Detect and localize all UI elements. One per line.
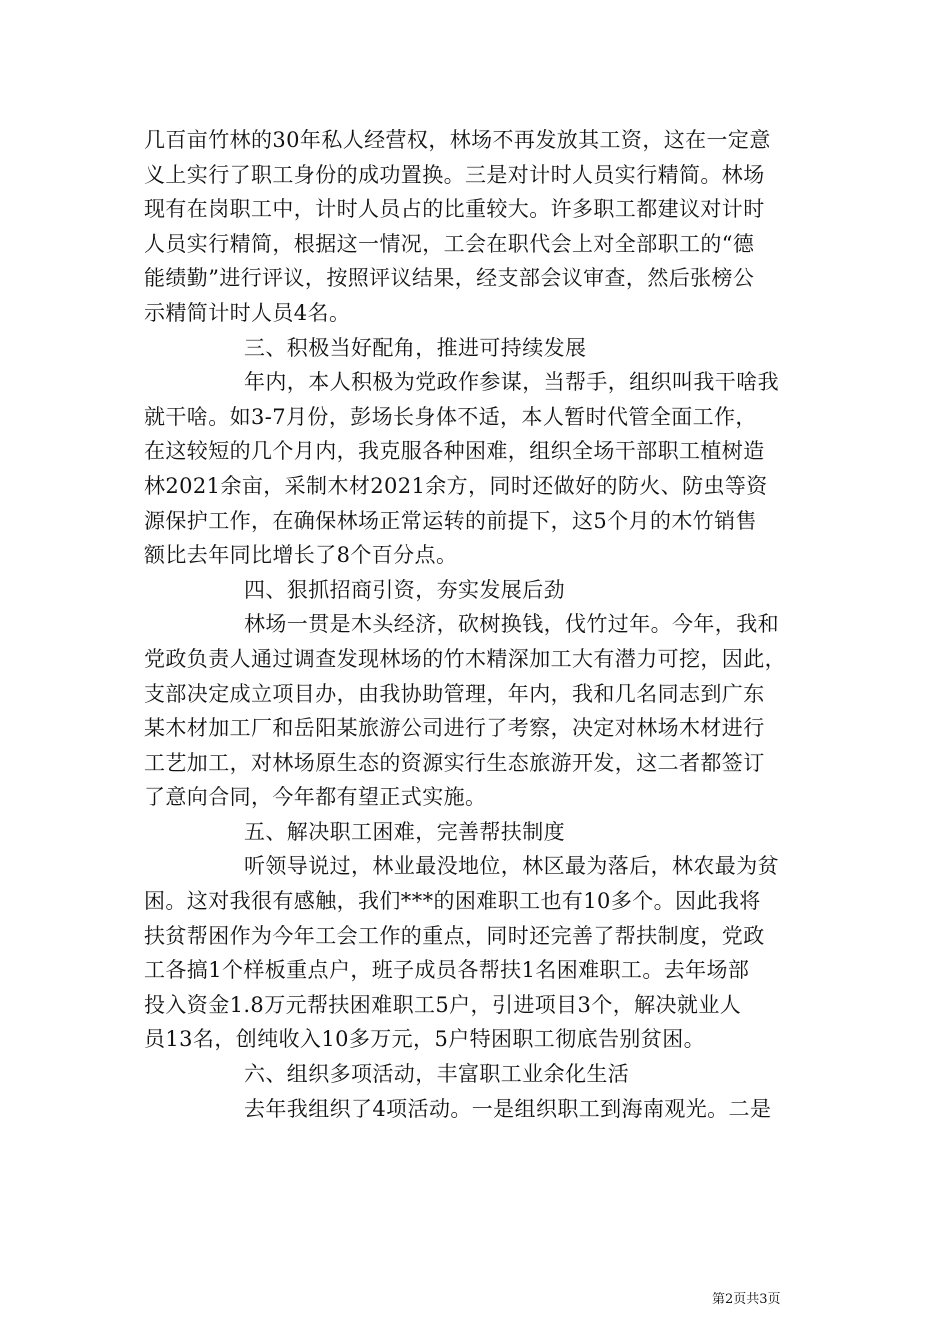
text-line: 工各搞1个样板重点户，班子成员各帮扶1名困难职工。去年场部 bbox=[144, 958, 750, 983]
text-line: 困。这对我很有感触，我们***的困难职工也有10多个。因此我将 bbox=[144, 889, 761, 914]
text-line: 六、组织多项活动，丰富职工业余化生活 bbox=[244, 1062, 630, 1087]
text-line: 党政负责人通过调查发现林场的竹木精深加工大有潜力可挖，因此， bbox=[144, 646, 786, 671]
text-line: 投入资金1.8万元帮扶困难职工5户，引进项目3个，解决就业人 bbox=[144, 992, 742, 1017]
document-body bbox=[144, 123, 814, 1126]
text-line: 某木材加工厂和岳阳某旅游公司进行了考察，决定对林场木材进行 bbox=[144, 716, 765, 741]
text-line: 义上实行了职工身份的成功置换。三是对计时人员实行精简。林场 bbox=[144, 162, 765, 187]
text-line: 三、积极当好配角，推进可持续发展 bbox=[244, 335, 587, 360]
page-footer: 第2页共3页 bbox=[712, 1292, 781, 1307]
text-line: 支部决定成立项目办，由我协助管理，年内，我和几名同志到广东 bbox=[144, 681, 765, 706]
text-line: 人员实行精简，根据这一情况，工会在职代会上对全部职工的“德 bbox=[144, 231, 755, 256]
text-line: 了意向合同，今年都有望正式实施。 bbox=[144, 785, 487, 810]
text-line: 源保护工作，在确保林场正常运转的前提下，这5个月的木竹销售 bbox=[144, 508, 757, 533]
text-line: 林2021余亩，采制木材2021余方，同时还做好的防火、防虫等资 bbox=[144, 473, 768, 498]
text-line: 扶贫帮困作为今年工会工作的重点，同时还完善了帮扶制度，党政 bbox=[144, 923, 765, 948]
text-line: 示精简计时人员4名。 bbox=[144, 300, 351, 325]
text-line: 四、狠抓招商引资，夯实发展后劲 bbox=[244, 577, 565, 602]
text-line: 林场一贯是木头经济，砍树换钱，伐竹过年。今年，我和 bbox=[244, 612, 779, 637]
text-line: 听领导说过，林业最没地位，林区最为落后，林农最为贫 bbox=[244, 854, 779, 879]
text-line: 额比去年同比增长了8个百分点。 bbox=[144, 543, 458, 568]
text-line: 现有在岗职工中，计时人员占的比重较大。许多职工都建议对计时 bbox=[144, 197, 765, 222]
text-line: 去年我组织了4项活动。一是组织职工到海南观光。二是 bbox=[244, 1096, 772, 1121]
text-line: 五、解决职工困难，完善帮扶制度 bbox=[244, 819, 565, 844]
text-line: 能绩勤”进行评议，按照评议结果，经支部会议审查，然后张榜公 bbox=[144, 266, 755, 291]
text-line: 就干啥。如3-7月份，彭场长身体不适，本人暂时代管全面工作， bbox=[144, 404, 757, 429]
text-line: 工艺加工，对林场原生态的资源实行生态旅游开发，这二者都签订 bbox=[144, 750, 765, 775]
text-line: 几百亩竹林的30年私人经营权，林场不再发放其工资，这在一定意 bbox=[144, 128, 771, 152]
text-line: 年内，本人积极为党政作参谋，当帮手，组织叫我干啥我 bbox=[244, 370, 779, 395]
text-line: 在这较短的几个月内，我克服各种困难，组织全场干部职工植树造 bbox=[144, 439, 765, 464]
text-line: 员13名，创纯收入10多万元，5户特困职工彻底告别贫困。 bbox=[144, 1027, 706, 1052]
